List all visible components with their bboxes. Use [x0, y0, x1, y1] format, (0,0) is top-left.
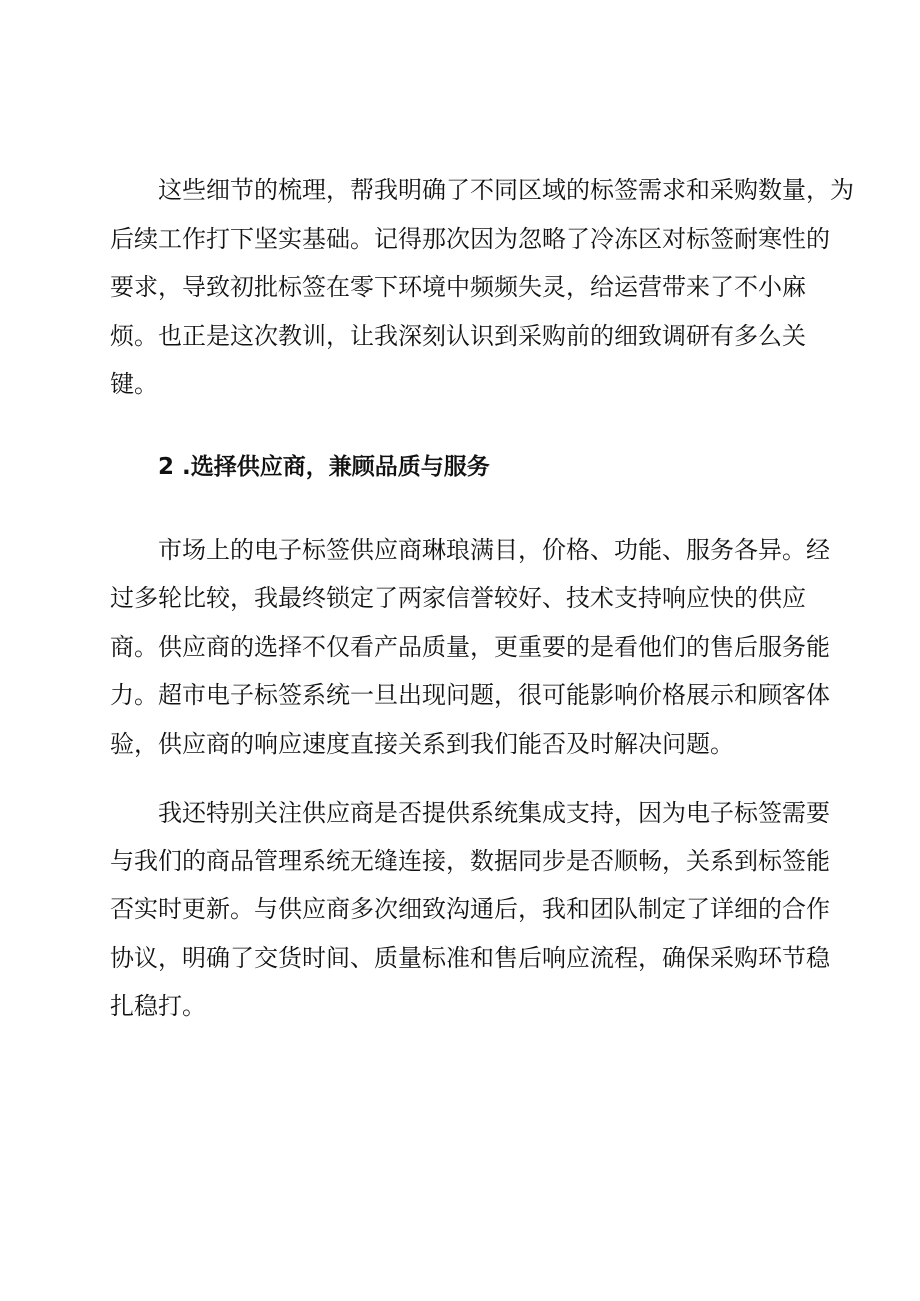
text-line: 过多轮比较，我最终锁定了两家信誉较好、技术支持响应快的供应 [110, 584, 806, 612]
text-line: 这些细节的梳理，帮我明确了不同区域的标签需求和采购数量，为 [158, 176, 854, 204]
text-line: 我还特别关注供应商是否提供系统集成支持，因为电子标签需要 [158, 799, 830, 827]
text-line: 协议，明确了交货时间、质量标准和售后响应流程，确保采购环节稳 [110, 944, 830, 972]
text-line: 否实时更新。与供应商多次细致沟通后，我和团队制定了详细的合作 [110, 895, 830, 923]
text-line: 与我们的商品管理系统无缝连接，数据同步是否顺畅，关系到标签能 [110, 847, 830, 875]
text-line: 商。供应商的选择不仅看产品质量，更重要的是看他们的售后服务能 [110, 633, 830, 661]
text-line: 扎稳打。 [110, 992, 206, 1020]
text-line: 市场上的电子标签供应商琳琅满目，价格、功能、服务各异。经 [158, 536, 830, 564]
text-line: 要求，导致初批标签在零下环境中频频失灵，给运营带来了不小麻 [110, 273, 806, 301]
section-heading: 2 .选择供应商，兼顾品质与服务 [158, 454, 490, 480]
text-line: 键。 [110, 370, 158, 398]
text-line: 力。超市电子标签系统一旦出现问题，很可能影响价格展示和顾客体 [110, 681, 830, 709]
text-line: 烦。也正是这次教训，让我深刻认识到采购前的细致调研有多么关 [110, 322, 806, 350]
text-line: 验，供应商的响应速度直接关系到我们能否及时解决问题。 [110, 730, 734, 758]
text-line: 后续工作打下坚实基础。记得那次因为忽略了冷冻区对标签耐寒性的 [110, 225, 830, 253]
